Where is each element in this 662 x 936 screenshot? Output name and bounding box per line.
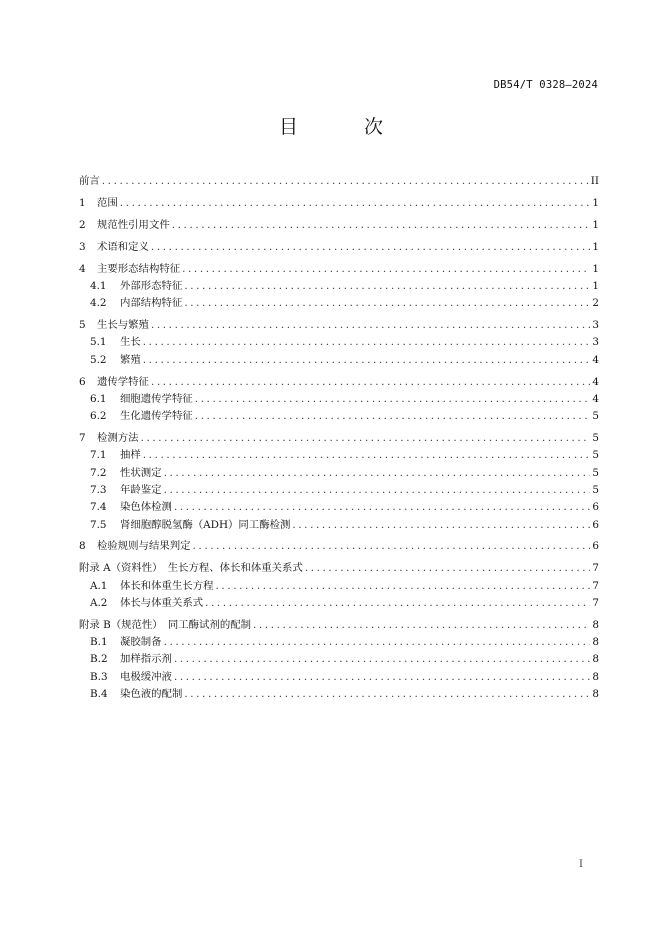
toc-entry-page: 7 (592, 562, 599, 575)
toc-entry-number: 3 (79, 240, 86, 253)
toc-entry[interactable] (79, 617, 599, 634)
toc-entry-label (79, 538, 191, 555)
toc-entry[interactable] (79, 430, 599, 447)
toc-leader-dots (305, 560, 591, 577)
toc-entry-page: 5 (592, 466, 599, 479)
toc-entry[interactable] (79, 374, 599, 391)
toc-entry-page: 5 (592, 449, 599, 462)
toc-entry[interactable] (79, 499, 599, 516)
toc-entry-title: 电极缓冲液 (120, 670, 172, 683)
toc-entry[interactable] (79, 482, 599, 499)
toc-entry-title: 抽样 (120, 449, 141, 462)
toc-leader-dots (174, 499, 590, 516)
toc-entry-page: 6 (592, 540, 599, 553)
toc-entry[interactable] (79, 669, 599, 686)
toc-entry-number: 4.2 (90, 297, 107, 310)
toc-entry[interactable] (79, 261, 599, 278)
toc-entry-number: B.1 (90, 636, 108, 649)
toc-entry-number: 4.1 (90, 279, 107, 292)
toc-entry-label (79, 295, 182, 312)
toc-entry-page: 8 (592, 618, 599, 631)
toc-entry-label (79, 408, 193, 425)
toc-entry-page: 5 (592, 483, 599, 496)
toc-entry-title: 范围 (97, 196, 118, 209)
toc-entry[interactable] (79, 239, 599, 256)
toc-entry-title: 术语和定义 (97, 240, 149, 253)
toc-entry-page: 3 (592, 336, 599, 349)
toc-leader-dots (151, 239, 590, 256)
toc-entry[interactable] (79, 391, 599, 408)
toc-leader-dots (182, 261, 590, 278)
toc-leader-dots (141, 430, 591, 447)
toc-entry-number: 7 (79, 432, 86, 445)
toc-entry-number: B.4 (90, 687, 108, 700)
toc-entry-label (79, 173, 100, 190)
toc-entry-number: 7.2 (90, 466, 107, 479)
toc-entry-label (79, 317, 149, 334)
toc-entry-title: 前言 (79, 175, 100, 187)
toc-entry-page: 1 (592, 240, 599, 253)
toc-entry[interactable] (79, 195, 599, 212)
toc-leader-dots (102, 173, 589, 190)
toc-leader-dots (151, 317, 590, 334)
toc-entry-page: 1 (592, 262, 599, 275)
toc-entry-label (79, 447, 141, 464)
toc-entry-label (79, 374, 149, 391)
toc-entry-title: 附录 A（资料性） 生长方程、体长和体重关系式 (79, 562, 303, 575)
toc-entry[interactable] (79, 447, 599, 464)
toc-entry-title: 肾细胞醇脱氢酶（ADH）同工酶检测 (120, 518, 291, 531)
toc-entry-number: 4 (79, 262, 86, 275)
toc-entry[interactable] (79, 538, 599, 555)
toc-leader-dots (120, 195, 591, 212)
toc-leader-dots (292, 517, 590, 534)
toc-entry-label (79, 195, 118, 212)
toc-entry-title: 繁殖 (120, 353, 141, 366)
toc-entry[interactable] (79, 634, 599, 651)
toc-entry-page: 6 (592, 501, 599, 514)
toc-leader-dots (195, 408, 591, 425)
toc-entry-page: 7 (592, 596, 599, 609)
toc-entry-label (79, 617, 251, 634)
toc-entry[interactable] (79, 295, 599, 312)
toc-entry-label (79, 578, 214, 595)
toc-entry-label (79, 499, 172, 516)
toc-entry-label (79, 239, 149, 256)
toc-entry[interactable] (79, 278, 599, 295)
toc-leader-dots (143, 352, 591, 369)
toc-entry-title: 生化遗传学特征 (120, 410, 193, 423)
toc-entry-label (79, 352, 141, 369)
toc-entry-label (79, 651, 172, 668)
toc-leader-dots (143, 447, 591, 464)
toc-entry-number: 6 (79, 375, 86, 388)
toc-leader-dots (253, 617, 590, 634)
toc-entry-page: 8 (592, 670, 599, 683)
footer-page-number: I (579, 859, 583, 870)
toc-entry-title: 内部结构特征 (120, 297, 183, 310)
toc-entry-page: 4 (592, 375, 599, 388)
toc-entry[interactable] (79, 217, 599, 234)
toc-entry-title: 主要形态结构特征 (97, 262, 181, 275)
page-title: 目 次 (278, 116, 414, 138)
toc-entry-label (79, 261, 180, 278)
toc-entry-title: 性状测定 (120, 466, 162, 479)
toc-entry-title: 染色液的配制 (120, 687, 183, 700)
toc-entry-number: B.2 (90, 653, 108, 666)
standard-code: DB54/T 0328—2024 (493, 79, 598, 91)
toc-leader-dots (174, 651, 590, 668)
toc-entry-label (79, 595, 203, 612)
toc-entry-page: 8 (592, 687, 599, 700)
toc-entry-number: 7.4 (90, 501, 107, 514)
toc-entry-title: 检测方法 (97, 432, 139, 445)
toc-entry-title: 凝胶制备 (120, 636, 162, 649)
toc-entry-title: 遗传学特征 (97, 375, 149, 388)
toc-entry-page: 4 (592, 353, 599, 366)
toc-entry-title: 检验规则与结果判定 (97, 540, 191, 553)
toc-entry[interactable] (79, 173, 599, 190)
toc-leader-dots (205, 595, 590, 612)
toc-entry[interactable] (79, 595, 599, 612)
toc-leader-dots (184, 686, 590, 703)
toc-entry-label (79, 560, 303, 577)
toc-entry-label (79, 686, 182, 703)
toc-entry-number: 1 (79, 196, 86, 209)
toc-leader-dots (195, 391, 591, 408)
toc-entry-number: A.1 (90, 579, 108, 592)
toc-entry-title: 生长与繁殖 (97, 319, 149, 332)
toc-entry-number: 5.2 (90, 353, 107, 366)
toc-leader-dots (164, 634, 591, 651)
toc-entry-label (79, 669, 172, 686)
toc-entry-label (79, 465, 162, 482)
toc-entry-page: 4 (592, 392, 599, 405)
toc-leader-dots (143, 334, 591, 351)
toc-entry-title: 体长与体重关系式 (120, 596, 204, 609)
toc-entry[interactable] (79, 560, 599, 577)
toc-entry-number: 5.1 (90, 336, 107, 349)
toc-entry-page: 5 (592, 410, 599, 423)
toc-entry-title: 附录 B（规范性） 同工酶试剂的配制 (79, 618, 251, 631)
toc-leader-dots (151, 374, 590, 391)
toc-entry-page: II (590, 175, 599, 187)
toc-entry-title: 外部形态特征 (120, 279, 183, 292)
toc-leader-dots (174, 669, 590, 686)
toc-leader-dots (184, 295, 590, 312)
toc-entry-label (79, 517, 290, 534)
toc-entry-title: 细胞遗传学特征 (120, 392, 193, 405)
toc-entry-page: 1 (592, 196, 599, 209)
toc-entry-label (79, 391, 193, 408)
toc-leader-dots (172, 217, 591, 234)
toc-entry-number: 5 (79, 319, 86, 332)
toc-entry-title: 加样指示剂 (120, 653, 172, 666)
toc-leader-dots (193, 538, 591, 555)
toc-entry-number: 7.5 (90, 518, 107, 531)
toc-entry-page: 3 (592, 319, 599, 332)
toc-entry[interactable] (79, 517, 599, 534)
toc-leader-dots (164, 465, 591, 482)
toc-entry[interactable] (79, 352, 599, 369)
table-of-contents (79, 173, 599, 703)
toc-entry[interactable] (79, 465, 599, 482)
toc-entry-page: 8 (592, 653, 599, 666)
toc-entry-number: 2 (79, 218, 86, 231)
toc-entry[interactable] (79, 334, 599, 351)
toc-entry-page: 7 (592, 579, 599, 592)
toc-entry-page: 1 (592, 218, 599, 231)
toc-entry-number: 7.3 (90, 483, 107, 496)
toc-leader-dots (184, 278, 590, 295)
toc-entry[interactable] (79, 651, 599, 668)
toc-entry-label (79, 278, 182, 295)
toc-entry-title: 染色体检测 (120, 501, 172, 514)
toc-entry-number: B.3 (90, 670, 108, 683)
toc-leader-dots (216, 578, 591, 595)
toc-leader-dots (164, 482, 591, 499)
toc-entry-number: 6.2 (90, 410, 107, 423)
toc-entry-label (79, 482, 162, 499)
toc-entry-number: 7.1 (90, 449, 107, 462)
toc-entry-number: 8 (79, 540, 86, 553)
toc-entry-page: 8 (592, 636, 599, 649)
toc-entry-number: A.2 (90, 596, 108, 609)
toc-entry[interactable] (79, 578, 599, 595)
toc-entry-label (79, 334, 141, 351)
toc-entry-label (79, 634, 162, 651)
toc-entry-page: 6 (592, 518, 599, 531)
toc-entry-title: 规范性引用文件 (97, 218, 170, 231)
toc-entry[interactable] (79, 317, 599, 334)
toc-entry-page: 2 (592, 297, 599, 310)
toc-entry-title: 体长和体重生长方程 (120, 579, 214, 592)
toc-entry-label (79, 430, 139, 447)
toc-entry-page: 5 (592, 432, 599, 445)
toc-entry[interactable] (79, 408, 599, 425)
toc-entry-number: 6.1 (90, 392, 107, 405)
toc-entry-title: 生长 (120, 336, 141, 349)
toc-entry-page: 1 (592, 279, 599, 292)
toc-entry-title: 年龄鉴定 (120, 483, 162, 496)
toc-entry[interactable] (79, 686, 599, 703)
toc-entry-label (79, 217, 170, 234)
